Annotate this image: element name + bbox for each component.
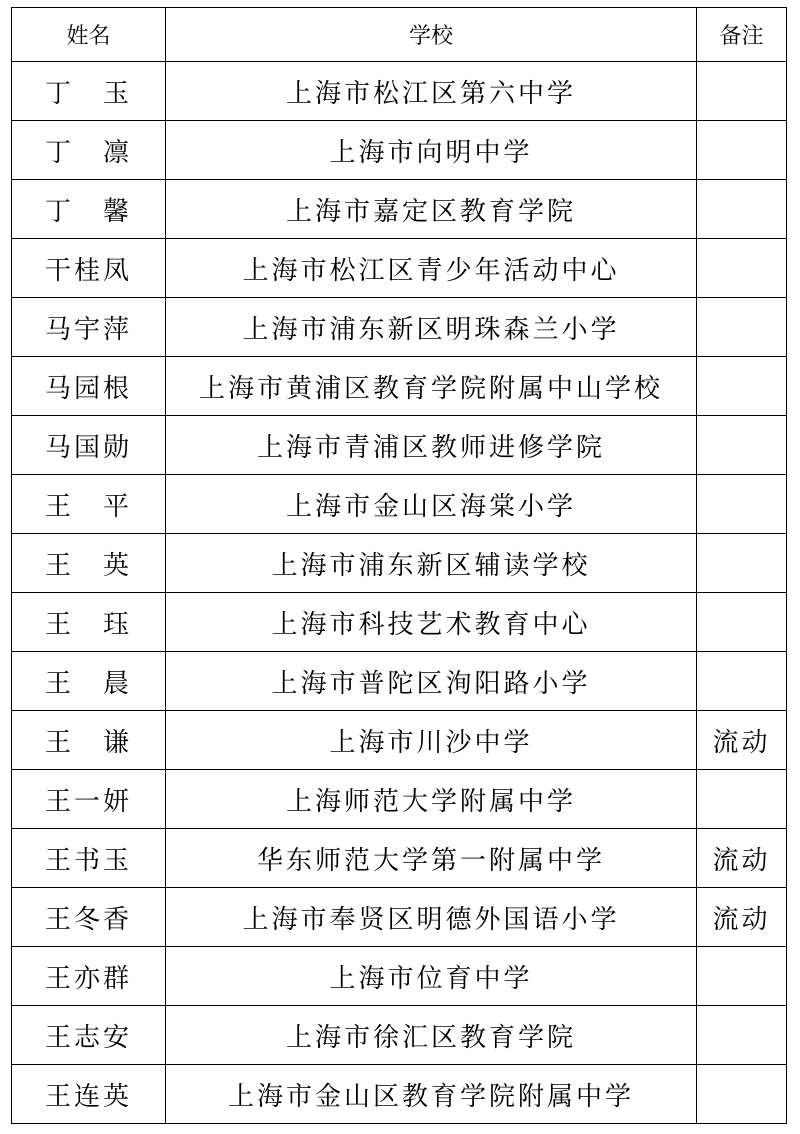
school-cell: 上海市向明中学 — [166, 121, 697, 180]
name-cell: 王 珏 — [12, 593, 166, 652]
school-cell: 上海市位育中学 — [166, 947, 697, 1006]
note-cell — [697, 593, 787, 652]
name-cell: 王 平 — [12, 475, 166, 534]
name-cell: 王连英 — [12, 1065, 166, 1124]
name-cell: 王 英 — [12, 534, 166, 593]
note-cell: 流动 — [697, 829, 787, 888]
note-cell — [697, 1006, 787, 1065]
table-row — [12, 239, 787, 298]
school-cell: 上海市徐汇区教育学院 — [166, 1006, 697, 1065]
table-row — [12, 888, 787, 947]
table-row — [12, 770, 787, 829]
note-cell — [697, 121, 787, 180]
name-cell: 丁 玉 — [12, 62, 166, 121]
table-row — [12, 593, 787, 652]
school-cell: 上海市科技艺术教育中心 — [166, 593, 697, 652]
school-cell: 上海市浦东新区明珠森兰小学 — [166, 298, 697, 357]
note-cell — [697, 770, 787, 829]
note-cell — [697, 947, 787, 1006]
note-cell — [697, 298, 787, 357]
roster-sheet — [11, 7, 786, 1124]
name-cell: 丁 凛 — [12, 121, 166, 180]
name-cell: 马国勋 — [12, 416, 166, 475]
note-cell — [697, 239, 787, 298]
note-cell — [697, 1065, 787, 1124]
table-row — [12, 829, 787, 888]
note-cell: 流动 — [697, 711, 787, 770]
name-cell: 干桂凤 — [12, 239, 166, 298]
note-cell — [697, 416, 787, 475]
table-row — [12, 298, 787, 357]
table-row — [12, 180, 787, 239]
name-cell: 王冬香 — [12, 888, 166, 947]
note-cell — [697, 534, 787, 593]
roster-table — [11, 7, 787, 1124]
name-cell: 王亦群 — [12, 947, 166, 1006]
table-row — [12, 534, 787, 593]
name-cell: 王 谦 — [12, 711, 166, 770]
note-cell — [697, 62, 787, 121]
name-cell: 王 晨 — [12, 652, 166, 711]
school-cell: 上海师范大学附属中学 — [166, 770, 697, 829]
school-cell: 上海市松江区青少年活动中心 — [166, 239, 697, 298]
table-row — [12, 947, 787, 1006]
name-cell: 马宇萍 — [12, 298, 166, 357]
table-row — [12, 1065, 787, 1124]
name-cell: 丁 馨 — [12, 180, 166, 239]
note-cell — [697, 475, 787, 534]
school-cell: 上海市奉贤区明德外国语小学 — [166, 888, 697, 947]
name-cell: 马园根 — [12, 357, 166, 416]
school-cell: 上海市金山区教育学院附属中学 — [166, 1065, 697, 1124]
table-row — [12, 121, 787, 180]
table-row — [12, 711, 787, 770]
school-cell: 上海市普陀区洵阳路小学 — [166, 652, 697, 711]
name-cell: 王书玉 — [12, 829, 166, 888]
header-note: 备注 — [697, 8, 787, 62]
school-cell: 上海市松江区第六中学 — [166, 62, 697, 121]
table-row — [12, 62, 787, 121]
school-cell: 上海市黄浦区教育学院附属中山学校 — [166, 357, 697, 416]
school-cell: 上海市川沙中学 — [166, 711, 697, 770]
header-row — [12, 8, 787, 62]
note-cell — [697, 357, 787, 416]
school-cell: 上海市青浦区教师进修学院 — [166, 416, 697, 475]
name-cell: 王一妍 — [12, 770, 166, 829]
school-cell: 华东师范大学第一附属中学 — [166, 829, 697, 888]
table-row — [12, 1006, 787, 1065]
table-row — [12, 652, 787, 711]
header-name: 姓名 — [12, 8, 166, 62]
table-row — [12, 357, 787, 416]
school-cell: 上海市金山区海棠小学 — [166, 475, 697, 534]
note-cell: 流动 — [697, 888, 787, 947]
note-cell — [697, 652, 787, 711]
note-cell — [697, 180, 787, 239]
name-cell: 王志安 — [12, 1006, 166, 1065]
school-cell: 上海市嘉定区教育学院 — [166, 180, 697, 239]
table-row — [12, 416, 787, 475]
header-school: 学校 — [166, 8, 697, 62]
table-row — [12, 475, 787, 534]
school-cell: 上海市浦东新区辅读学校 — [166, 534, 697, 593]
